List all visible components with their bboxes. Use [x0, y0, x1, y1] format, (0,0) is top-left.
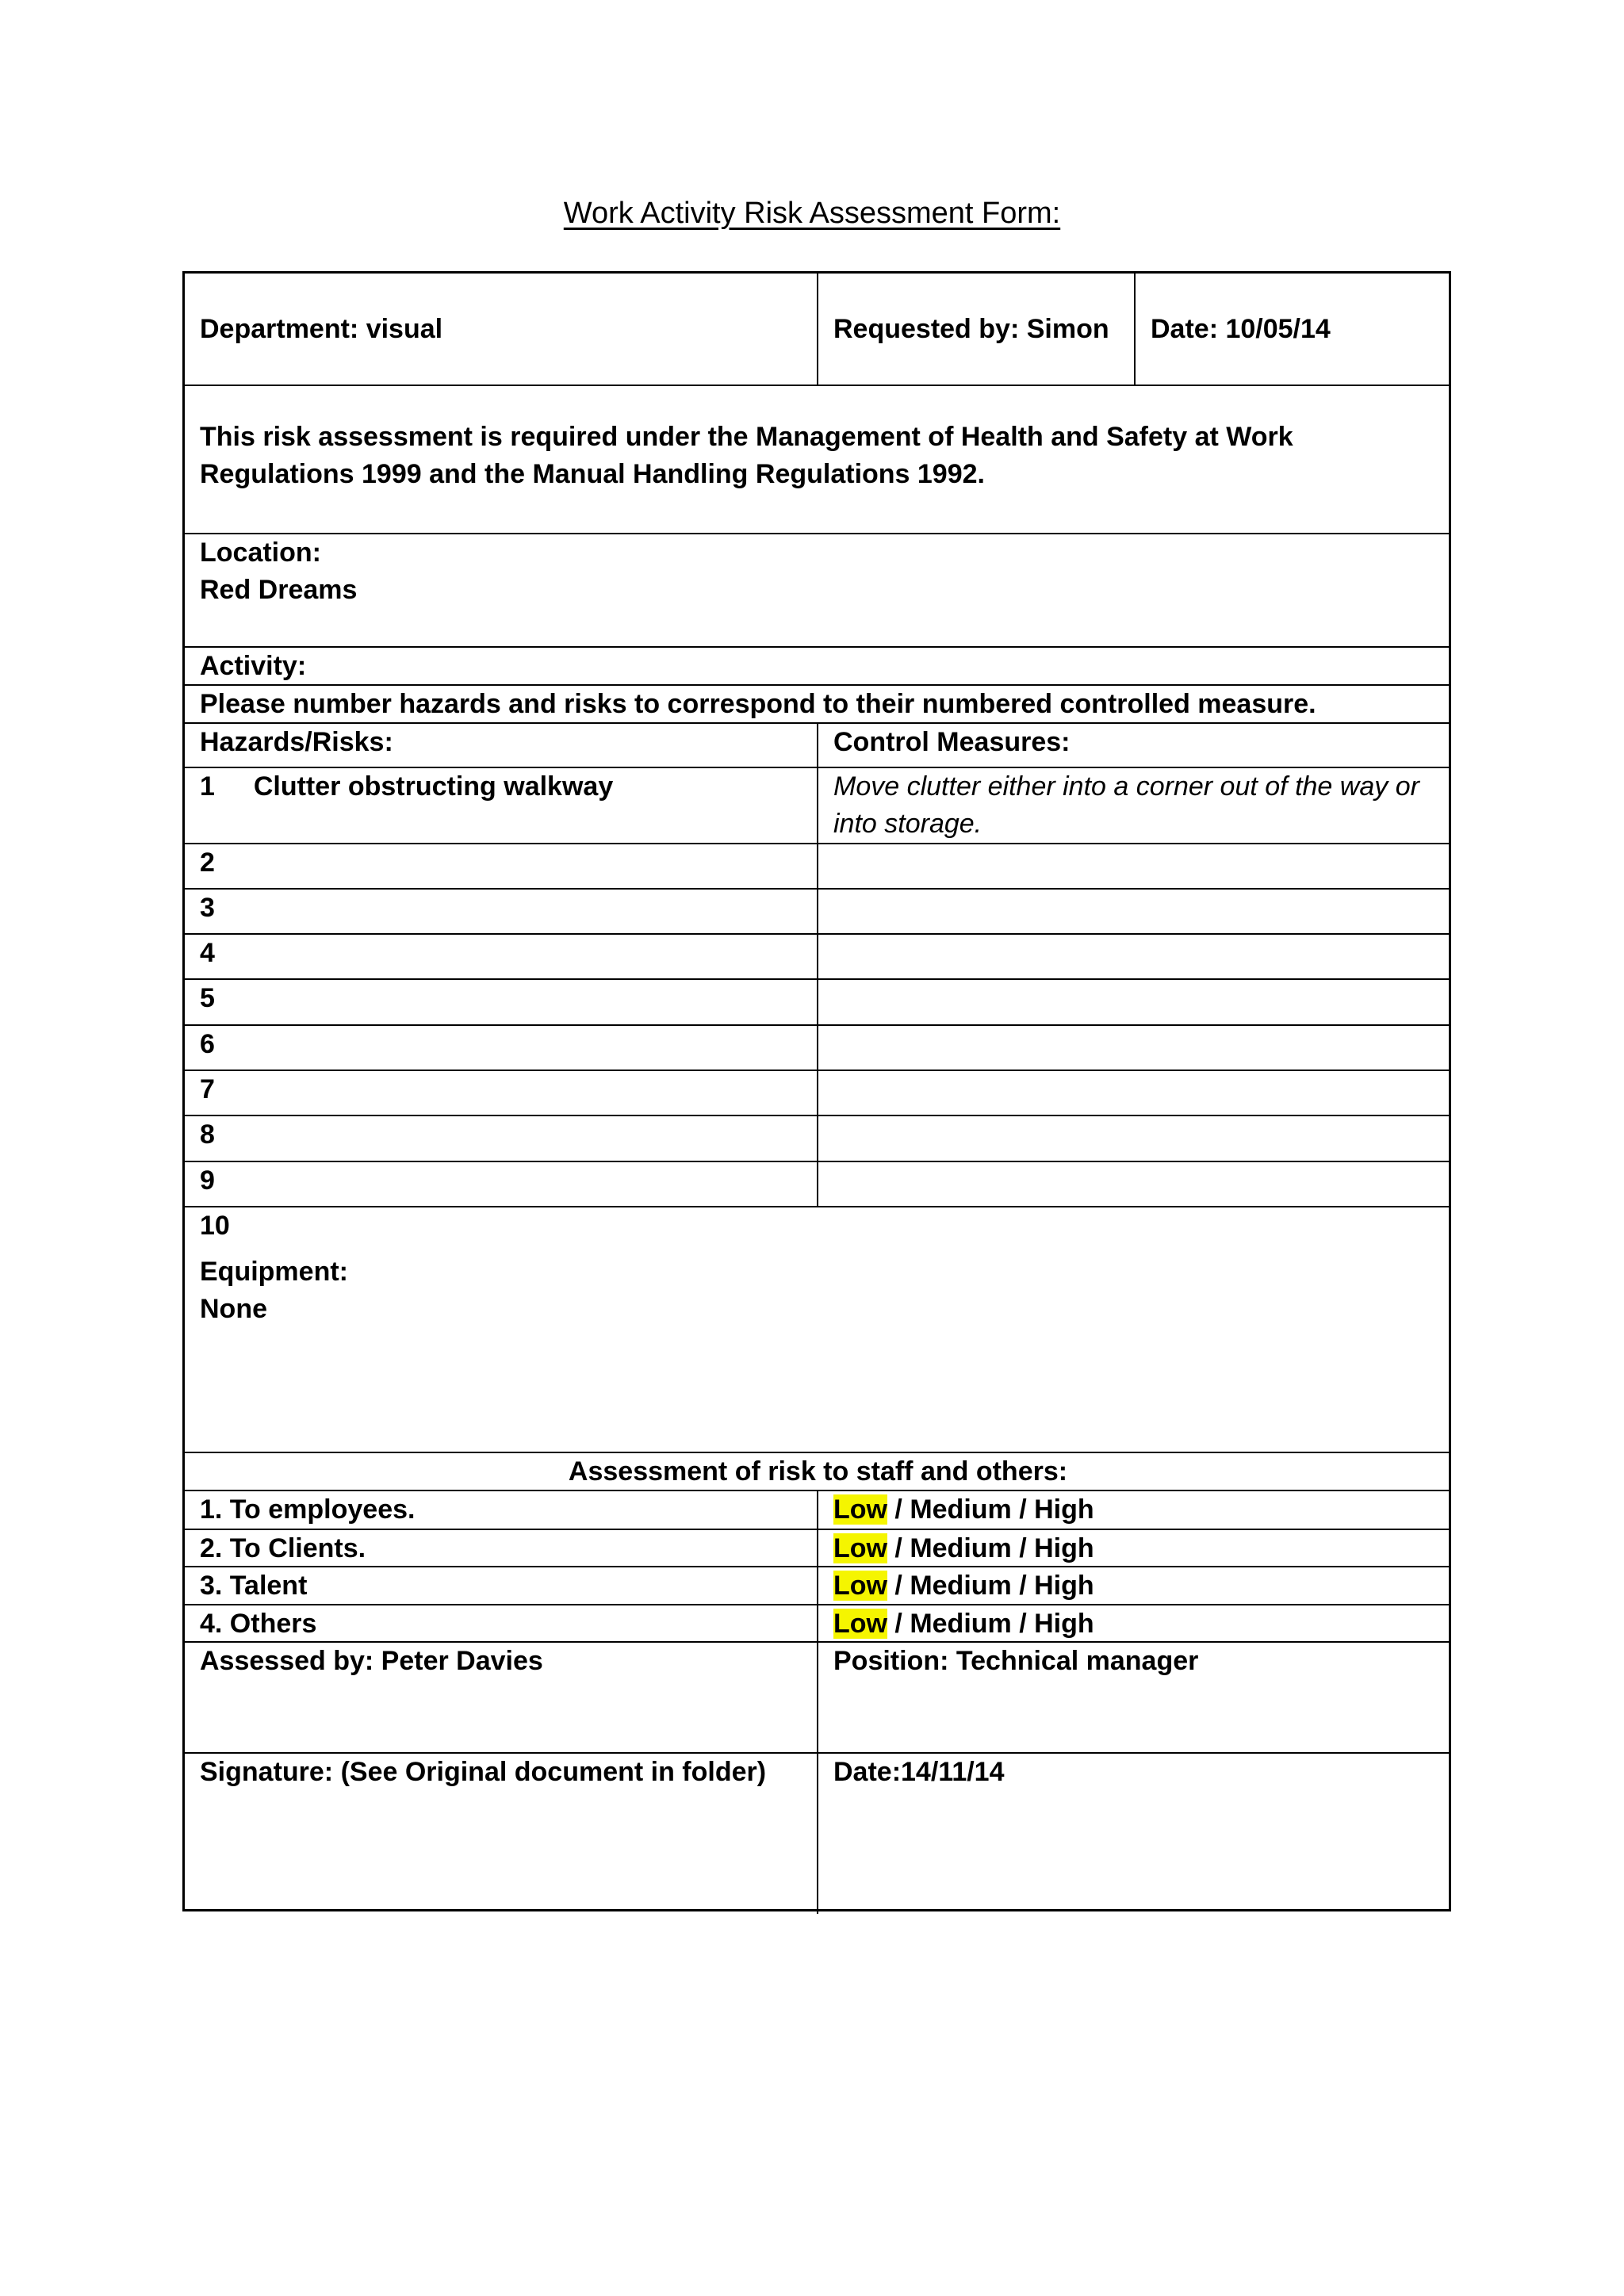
- hazard-text: Clutter obstructing walkway: [253, 771, 614, 802]
- location-value: Red Dreams: [200, 575, 358, 605]
- risk-level-selected: Low: [833, 1494, 887, 1525]
- hazard-number: 7: [200, 1074, 215, 1104]
- assessment-row-label: 2. To Clients.: [200, 1533, 366, 1563]
- activity-label: Activity:: [200, 651, 307, 681]
- hazard-number: 1: [200, 771, 215, 802]
- risk-level-options: / Medium / High: [887, 1571, 1094, 1601]
- instruction-text: Please number hazards and risks to correspond to their numbered controlled measure.: [200, 689, 1316, 719]
- requested-by-field: Requested by: Simon: [833, 314, 1109, 344]
- date-field: Date: 10/05/14: [1151, 314, 1331, 344]
- hazard-row: [185, 768, 817, 843]
- position-field: Position: Technical manager: [833, 1646, 1199, 1676]
- assessment-row-label: 3. Talent: [200, 1571, 308, 1601]
- divider: [185, 385, 1449, 386]
- risk-level: [818, 1567, 1451, 1604]
- assessment-header: Assessment of risk to staff and others:: [568, 1456, 1068, 1487]
- hazard-number: 4: [200, 938, 215, 968]
- hazard-number: 6: [200, 1029, 215, 1059]
- hazard-number: 5: [200, 983, 215, 1013]
- control-measure-text: Move clutter either into a corner out of the way or into storage.: [833, 771, 1419, 839]
- department-field: Department: visual: [200, 314, 443, 344]
- signature-field: Signature: (See Original document in folder): [200, 1757, 767, 1787]
- risk-level: [818, 1605, 1451, 1641]
- risk-level-selected: Low: [833, 1533, 887, 1563]
- equipment-value: None: [200, 1294, 267, 1324]
- location-label: Location:: [200, 538, 321, 568]
- page-title: Work Activity Risk Assessment Form:: [563, 197, 1061, 230]
- risk-level-options: / Medium / High: [887, 1609, 1094, 1639]
- hazard-number: 9: [200, 1165, 215, 1196]
- risk-level-selected: Low: [833, 1571, 887, 1601]
- risk-level: [818, 1491, 1451, 1529]
- risk-level-options: / Medium / High: [887, 1533, 1094, 1563]
- hazard-number: 10: [200, 1211, 230, 1241]
- assessment-row-label: 4. Others: [200, 1609, 317, 1639]
- risk-level-selected: Low: [833, 1609, 887, 1639]
- regulations-text: This risk assessment is required under the Management of Health and Safety at Work Regulations 1999 and the Manual Handling Regulations 1992.: [200, 422, 1293, 489]
- risk-assessment-form: [182, 271, 1451, 1911]
- assessment-row-label: 1. To employees.: [200, 1494, 416, 1525]
- hazards-header: Hazards/Risks:: [200, 727, 393, 757]
- signature-date-field: Date:14/11/14: [833, 1757, 1005, 1787]
- risk-level: [818, 1530, 1451, 1566]
- assessed-by-field: Assessed by: Peter Davies: [200, 1646, 543, 1676]
- equipment-label: Equipment:: [200, 1257, 348, 1287]
- hazard-number: 2: [200, 848, 215, 878]
- hazard-number: 8: [200, 1119, 215, 1150]
- risk-level-options: / Medium / High: [887, 1494, 1094, 1525]
- controls-header: Control Measures:: [833, 727, 1071, 757]
- hazard-number: 3: [200, 893, 215, 923]
